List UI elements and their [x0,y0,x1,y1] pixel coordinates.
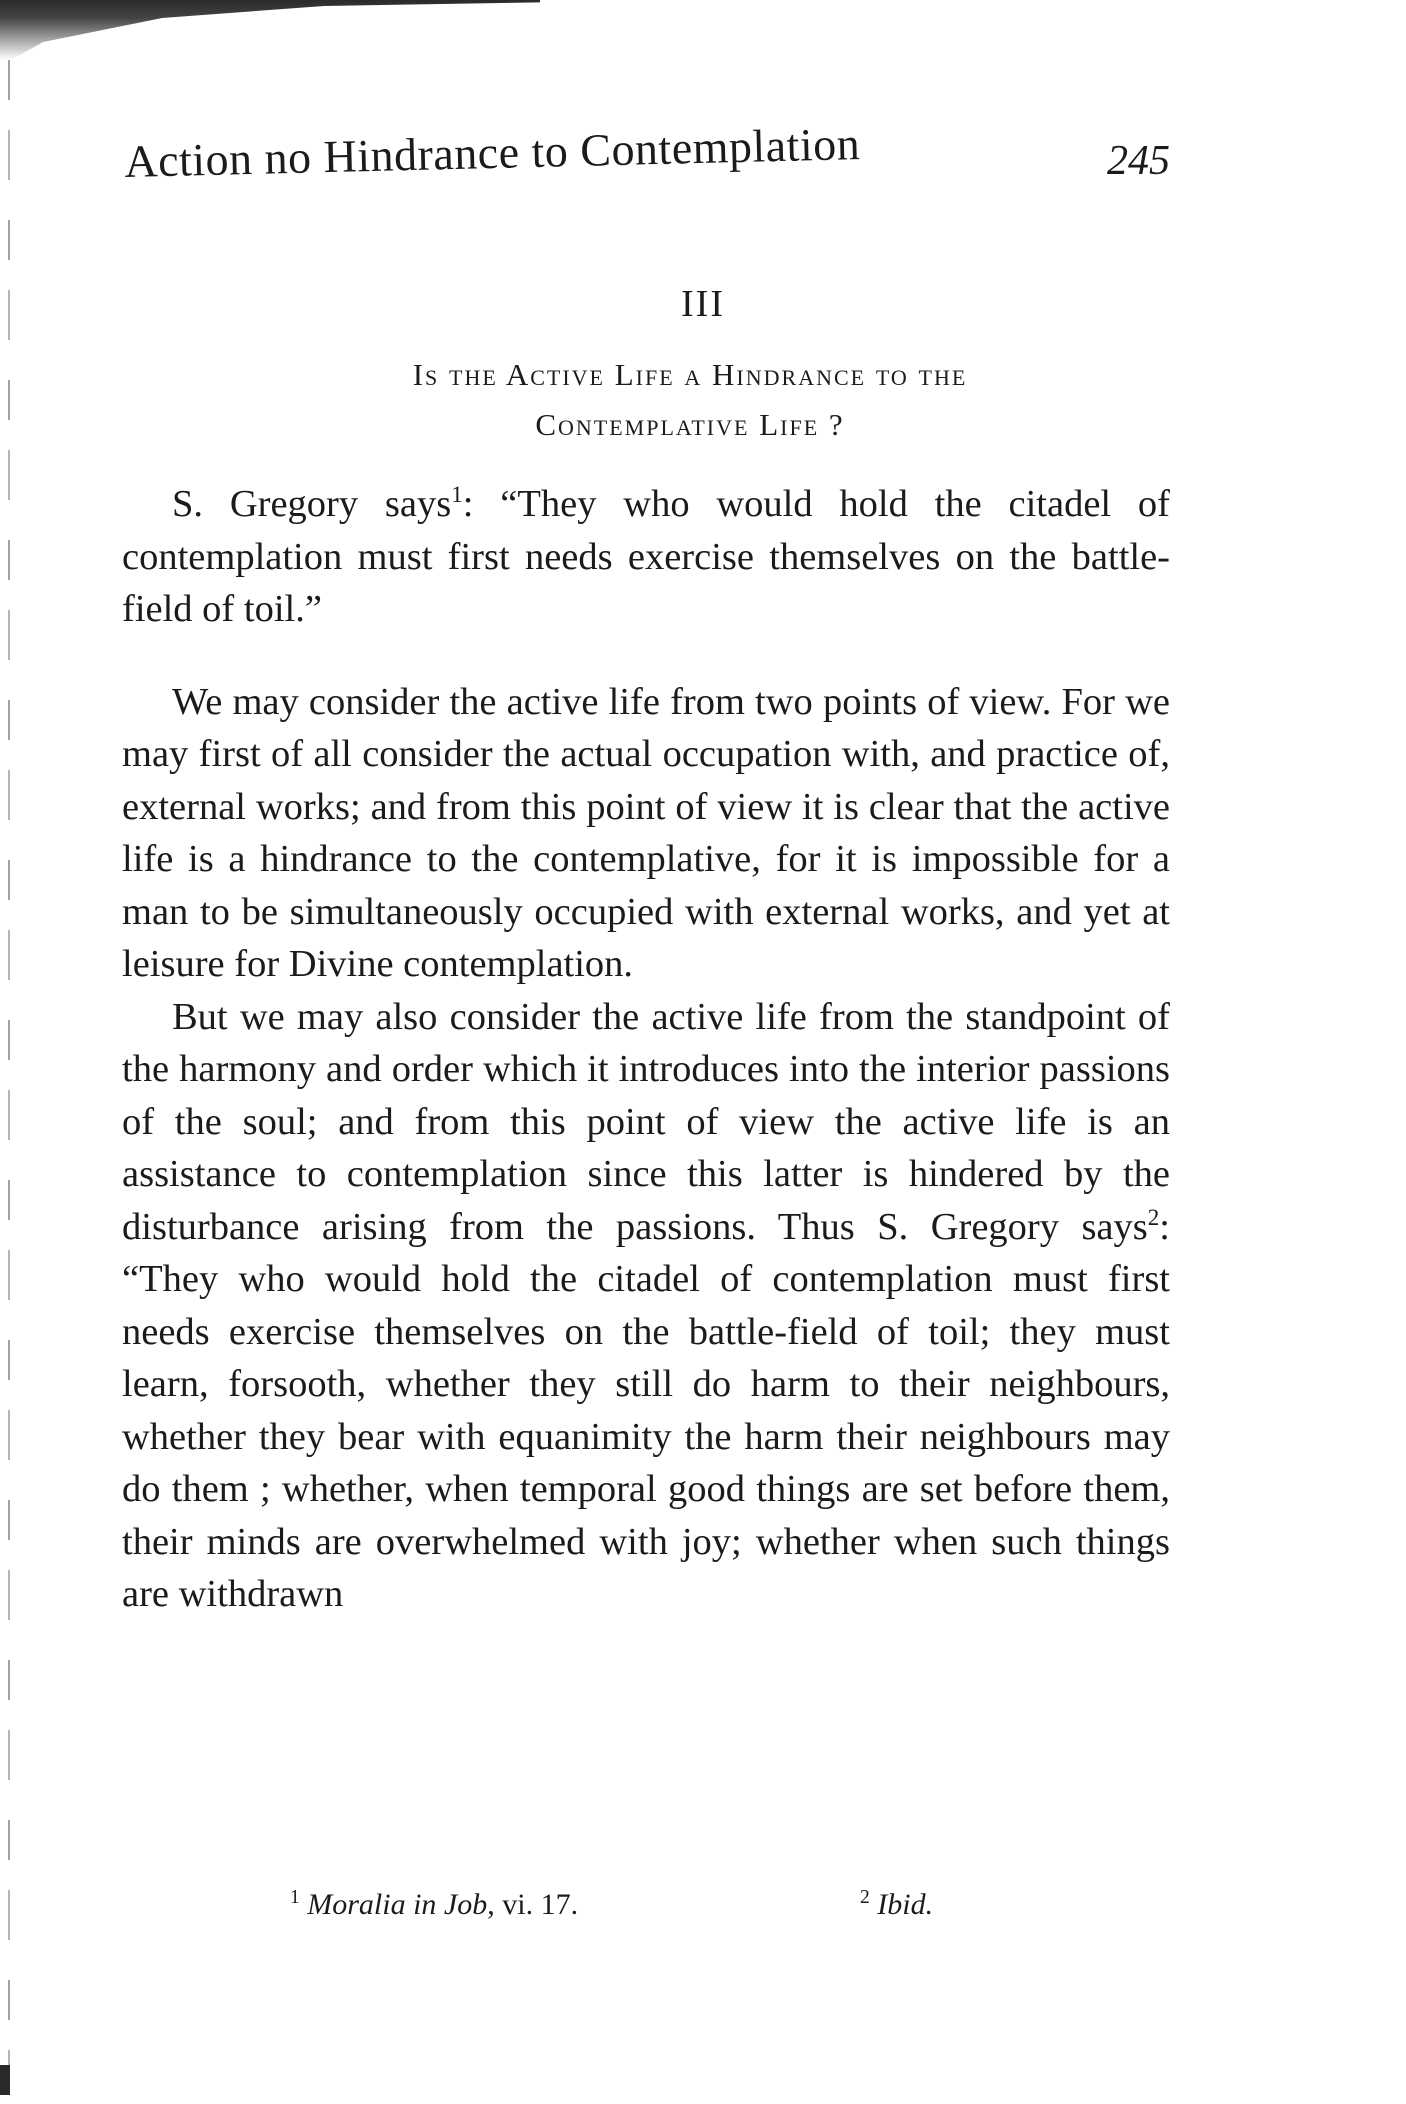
footnote-mark: 1 [290,1887,300,1908]
footnote-ref-2: 2 [1147,1203,1160,1230]
body-text [122,478,1170,1621]
footnote-title: Moralia in Job [307,1888,488,1921]
running-head [123,118,1170,225]
p1-text-b: : “They who would hold the citadel of contemplation must first needs exercise themselves on the battle-field of toil.” [122,483,1170,630]
scan-edge [8,60,10,2080]
scan-shadow [0,0,540,60]
heading-line-2: Contemplative Life ? [535,407,845,442]
footnote-rest: , vi. 17. [487,1888,579,1921]
paragraph-1 [122,478,1170,636]
p3-text-a: But we may also consider the active life from the standpoint of the harmony and order which it introduces into the interior passions of the soul; and from this point of view the active life is an assistance to contemplation since this latter is hindered by the disturbance arising from the passions. Thus S. Gregory says [122,995,1170,1248]
page-number: 245 [1107,138,1170,184]
p3-text-b: : “They who would hold the citadel of contemplation must first needs exercise themselves on the battle-field of toil; they must learn, forsooth, whether they still do harm to their neighbours, whether they bear with equanimity the harm their neighbours may do them ; whether, when temporal good things are set before them, their minds are overwhelmed with joy; whether when such things are withdrawn [122,1205,1170,1615]
paragraph-2: We may consider the active life from two points of view. For we may first of all consider the actual occupation with, and practice of, external works; and from this point of view it is clear that the active life is a hindrance to the contemplative, for it is impossible for a man to be simultaneously occupied with external works, and yet at leisure for Divine contemplation. [122,680,1170,985]
footnote-mark: 2 [860,1887,870,1908]
section-heading [190,350,1190,450]
heading-line-1: Is the Active Life a Hindrance to the [412,357,968,392]
footnote-1 [290,1888,578,1922]
p1-text-a: S. Gregory says [172,483,452,525]
footnotes [290,1888,1110,1928]
footnote-ref-1: 1 [451,481,463,508]
footnote-2 [860,1888,933,1922]
section-numeral: III [681,283,725,325]
scan-bottom-mark [0,2065,10,2095]
running-title: Action no Hindrance to Contemplation [123,118,861,188]
footnote-title: Ibid. [877,1888,934,1921]
paragraph-3 [122,991,1170,1621]
